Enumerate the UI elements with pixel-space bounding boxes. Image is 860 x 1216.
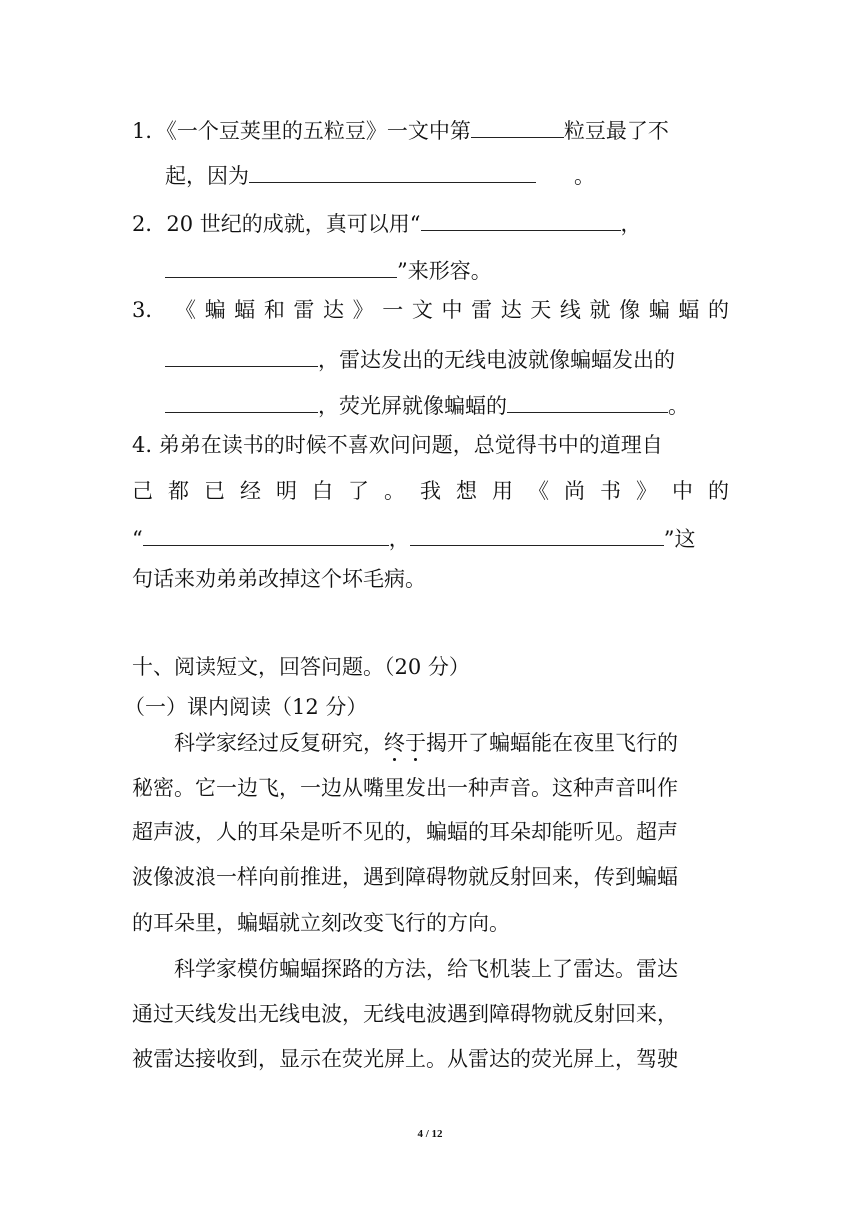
question-3-char: 中 [441, 298, 463, 322]
passage-line: 科学家模仿蝙蝠探路的方法，给飞机装上了雷达。雷达 [174, 957, 678, 981]
answer-blank[interactable] [249, 162, 536, 183]
question-3-period: 。 [668, 394, 689, 418]
question-3-char: 蝙 [648, 298, 670, 322]
question-4-line-4 [132, 569, 426, 590]
section-heading: 十、阅读短文，回答问题。（20 分） [132, 655, 470, 679]
section-subheading: （一）课内阅读（12 分） [124, 695, 368, 719]
question-3-char: 一 [382, 298, 404, 322]
question-4-char: 尚 [564, 479, 585, 503]
question-3-char: 雷 [471, 298, 493, 322]
question-4-text: 句话来劝弟弟改掉这个坏毛病。 [132, 567, 426, 591]
question-4-char: 经 [240, 479, 261, 503]
question-3-char: 的 [707, 298, 729, 322]
question-3-char: 天 [530, 298, 552, 322]
open-quote: “ [132, 527, 143, 551]
question-3-char: 》 [352, 298, 374, 322]
passage-line: 的耳朵里，蝙蝠就立刻改变飞行的方向。 [132, 911, 510, 935]
passage-line [174, 733, 678, 754]
question-3-line-3 [165, 392, 689, 417]
question-4-char: 用 [492, 479, 513, 503]
question-4-char: 都 [168, 479, 189, 503]
passage-text: 科学家经过反复研究， [174, 731, 384, 755]
question-1-text-cont: 起，因为 [165, 164, 249, 188]
question-4-char: 的 [708, 479, 729, 503]
question-3-char: 《 [174, 298, 196, 322]
answer-blank[interactable] [471, 117, 564, 138]
question-3-text: ，雷达发出的无线电波就像蝙蝠发出的 [318, 348, 675, 372]
question-3-char: 和 [263, 298, 285, 322]
question-4-char: 白 [312, 479, 333, 503]
passage-text: 揭开了蝙蝠能在夜里飞行的 [426, 731, 678, 755]
question-3-char: 达 [323, 298, 345, 322]
answer-blank[interactable] [410, 525, 664, 546]
question-2-text: 20 世纪的成就，真可以用“ [166, 212, 421, 236]
passage-line: 超声波，人的耳朵是听不见的，蝙蝠的耳朵却能听见。超声 [132, 820, 678, 844]
question-1-line-1 [132, 117, 669, 142]
question-4-char: 》 [636, 479, 657, 503]
answer-blank[interactable] [165, 257, 397, 278]
close-quote: ”这 [663, 527, 696, 551]
answer-blank[interactable] [143, 525, 389, 546]
question-4-char: 《 [528, 479, 549, 503]
question-4-char: 已 [204, 479, 225, 503]
question-2-number: 2． [132, 212, 167, 236]
question-4-char: 己 [132, 479, 153, 503]
passage-line: 被雷达接收到，显示在荧光屏上。从雷达的荧光屏上，驾驶 [132, 1047, 678, 1071]
question-2-line-2 [165, 257, 492, 282]
passage-line: 通过天线发出无线电波，无线电波遇到障碍物就反射回来， [132, 1002, 678, 1026]
question-1-text: 《一个豆荚里的五粒豆》一文中第 [166, 119, 471, 143]
question-4-line-3 [132, 525, 696, 550]
question-4-char: 我 [420, 479, 441, 503]
answer-blank[interactable] [507, 392, 668, 413]
question-1-text-cont: 粒豆最了不 [563, 119, 669, 143]
emphasis-char: 于 [405, 731, 426, 755]
question-2-line-1 [132, 210, 642, 235]
answer-blank[interactable] [165, 392, 318, 413]
emphasis-char: 终 [384, 731, 405, 755]
question-4-char: 想 [456, 479, 477, 503]
question-1-line-2 [165, 162, 595, 187]
question-4-char: 。 [384, 479, 405, 503]
question-4-char: 了 [348, 479, 369, 503]
question-3-char: 就 [589, 298, 611, 322]
question-3-line-1 [132, 300, 729, 321]
answer-blank[interactable] [165, 346, 318, 367]
question-3-char: 雷 [293, 298, 315, 322]
question-3-char: 达 [500, 298, 522, 322]
question-4-line-1 [132, 435, 663, 456]
question-3-text: ，荧光屏就像蝙蝠的 [318, 394, 507, 418]
question-2-text-cont: ”来形容。 [397, 259, 492, 283]
passage-line: 波像波浪一样向前推进，遇到障碍物就反射回来，传到蝙蝠 [132, 865, 678, 889]
question-3-char: 蝠 [678, 298, 700, 322]
answer-blank[interactable] [421, 210, 621, 231]
question-3-number: 3． [132, 298, 167, 322]
question-4-char: 书 [600, 479, 621, 503]
question-2-comma: ， [620, 212, 642, 236]
question-3-char: 蝠 [234, 298, 256, 322]
question-4-line-2 [132, 481, 729, 502]
passage-line: 秘密。它一边飞，一边从嘴里发出一种声音。这种声音叫作 [132, 776, 678, 800]
question-4-text: 4. 弟弟在读书的时候不喜欢问问题，总觉得书中的道理自 [132, 433, 663, 457]
question-1-number: 1． [132, 119, 167, 143]
question-3-char: 像 [619, 298, 641, 322]
question-1-period: 。 [574, 164, 595, 188]
question-3-char: 蝙 [204, 298, 226, 322]
page-number: 4 / 12 [417, 1128, 443, 1140]
question-3-char: 线 [559, 298, 581, 322]
question-3-line-2 [165, 346, 675, 371]
question-3-char: 文 [411, 298, 433, 322]
question-4-comma: ， [388, 527, 410, 551]
question-4-char: 明 [276, 479, 297, 503]
question-4-char: 中 [672, 479, 693, 503]
